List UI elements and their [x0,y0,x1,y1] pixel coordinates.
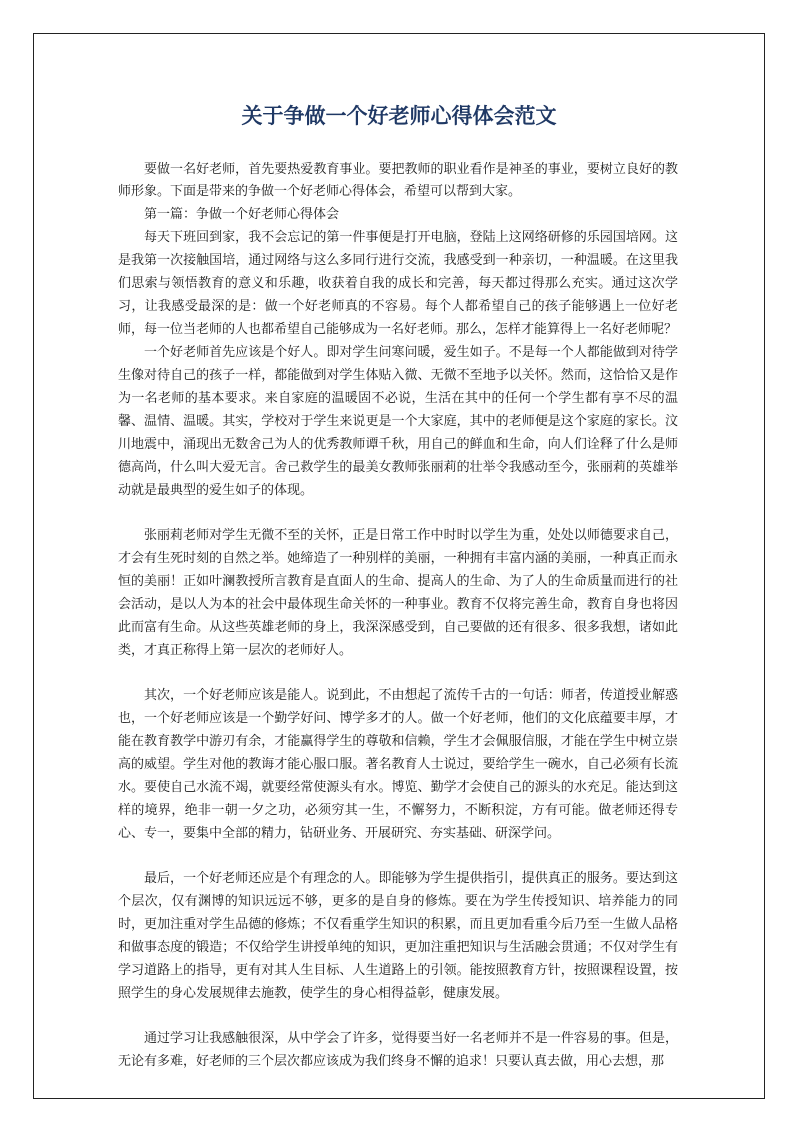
body-paragraph: 一个好老师首先应该是个好人。即对学生问寒问暖，爱生如子。不是每一个人都能做到对待学生像对待自己的孩子一样，都能做到对学生体贴入微、无微不至地予以关怀。然而，这恰恰又是作为一名老师的基本要求。来自家庭的温暖固不必说，生活在其中的任何一个学生都有享不尽的温馨、温情、温暖。其实，学校对于学生来说更是一个大家庭，其中的老师便是这个家庭的家长。汶川地震中，涌现出无数舍己为人的优秀教师谭千秋，用自己的鲜血和生命，向人们诠释了什么是师德高尚，什么叫大爱无言。舍己救学生的最美女教师张丽莉的壮举令我感动至今，张丽莉的英雄举动就是最典型的爱生如子的体现。 [118,345,678,498]
intro-paragraph: 要做一名好老师，首先要热爱教育事业。要把教师的职业看作是神圣的事业，要树立良好的教师形象。下面是带来的争做一个好老师心得体会，希望可以帮到大家。 [118,162,678,199]
paragraph-gap [118,662,678,684]
body-paragraph: 每天下班回到家，我不会忘记的第一件事便是打开电脑，登陆上这网络研修的乐园国培网。这是我第一次接触国培，通过网络与这么多同行进行交流，我感受到一种亲切，一种温暖。在这里我们思索与领悟教育的意义和乐趣，收获着自我的成长和完善，每天都过得那么充实。通过这次学习，让我感受最深的是：做一个好老师真的不容易。每个人都希望自己的孩子能够遇上一位好老师，每一位当老师的人也都希望自己能够成为一名好老师。那么，怎样才能算得上一名好老师呢？ [118,230,678,337]
body-paragraph: 最后，一个好老师还应是个有理念的人。即能够为学生提供指引，提供真正的服务。要达到这个层次，仅有渊博的知识远远不够，更多的是自身的修炼。要在为学生传授知识、培养能力的同时，更加注重对学生品德的修炼；不仅看重学生知识的积累，而且更加看重今后乃至一生做人品格和做事态度的锻造；不仅给学生讲授单纯的知识，更加注重把知识与生活融会贯通；不仅对学生有学习道路上的指导，更有对其人生目标、人生道路上的引领。能按照教育方针，按照课程设置，按照学生的身心发展规律去施教，使学生的身心相得益彰，健康发展。 [118,871,678,1001]
paragraph-gap [118,1005,678,1027]
paragraph-gap [118,845,678,867]
paragraph-gap [118,502,678,524]
section-heading: 第一篇：争做一个好老师心得体会 [144,207,340,222]
body-paragraph: 其次，一个好老师应该是能人。说到此，不由想起了流传千古的一句话：师者，传道授业解惑也，一个好老师应该是一个勤学好问、博学多才的人。做一个好老师，他们的文化底蕴要丰厚，才能在教育教学中游刃有余，才能赢得学生的尊敬和信赖，学生才会佩服信服，才能在学生中树立崇高的威望。学生对他的教诲才能心服口服。著名教育人士说过，要给学生一碗水，自己必须有长流水。要使自己水流不竭，就要经常使源头有水。博览、勤学才会使自己的源头的水充足。能达到这样的境界，绝非一朝一夕之功，必须穷其一生，不懈努力，不断积淀，方有可能。做老师还得专心、专一，要集中全部的精力，钻研业务、开展研究、夯实基础、研深学问。 [118,688,678,841]
document-body [118,159,678,1073]
body-paragraph: 张丽莉老师对学生无微不至的关怀，正是日常工作中时时以学生为重，处处以师德要求自己，才会有生死时刻的自然之举。她缔造了一种别样的美丽，一种拥有丰富内涵的美丽，一种真正而永恒的美丽！正如叶澜教授所言教育是直面人的生命、提高人的生命、为了人的生命质量而进行的社会活动，是以人为本的社会中最体现生命关怀的一种事业。教育不仅将完善生命，教育自身也将因此而富有生命。从这些英雄老师的身上，我深深感受到，自己要做的还有很多、很多我想，诸如此类，才真正称得上第一层次的老师好人。 [118,528,678,658]
body-paragraph: 通过学习让我感触很深，从中学会了许多，觉得要当好一名老师并不是一件容易的事。但是，无论有多难，好老师的三个层次都应该成为我们终身不懈的追求！只要认真去做，用心去想，那 [118,1031,678,1069]
document-title: 关于争做一个好老师心得体会范文 [241,103,557,128]
